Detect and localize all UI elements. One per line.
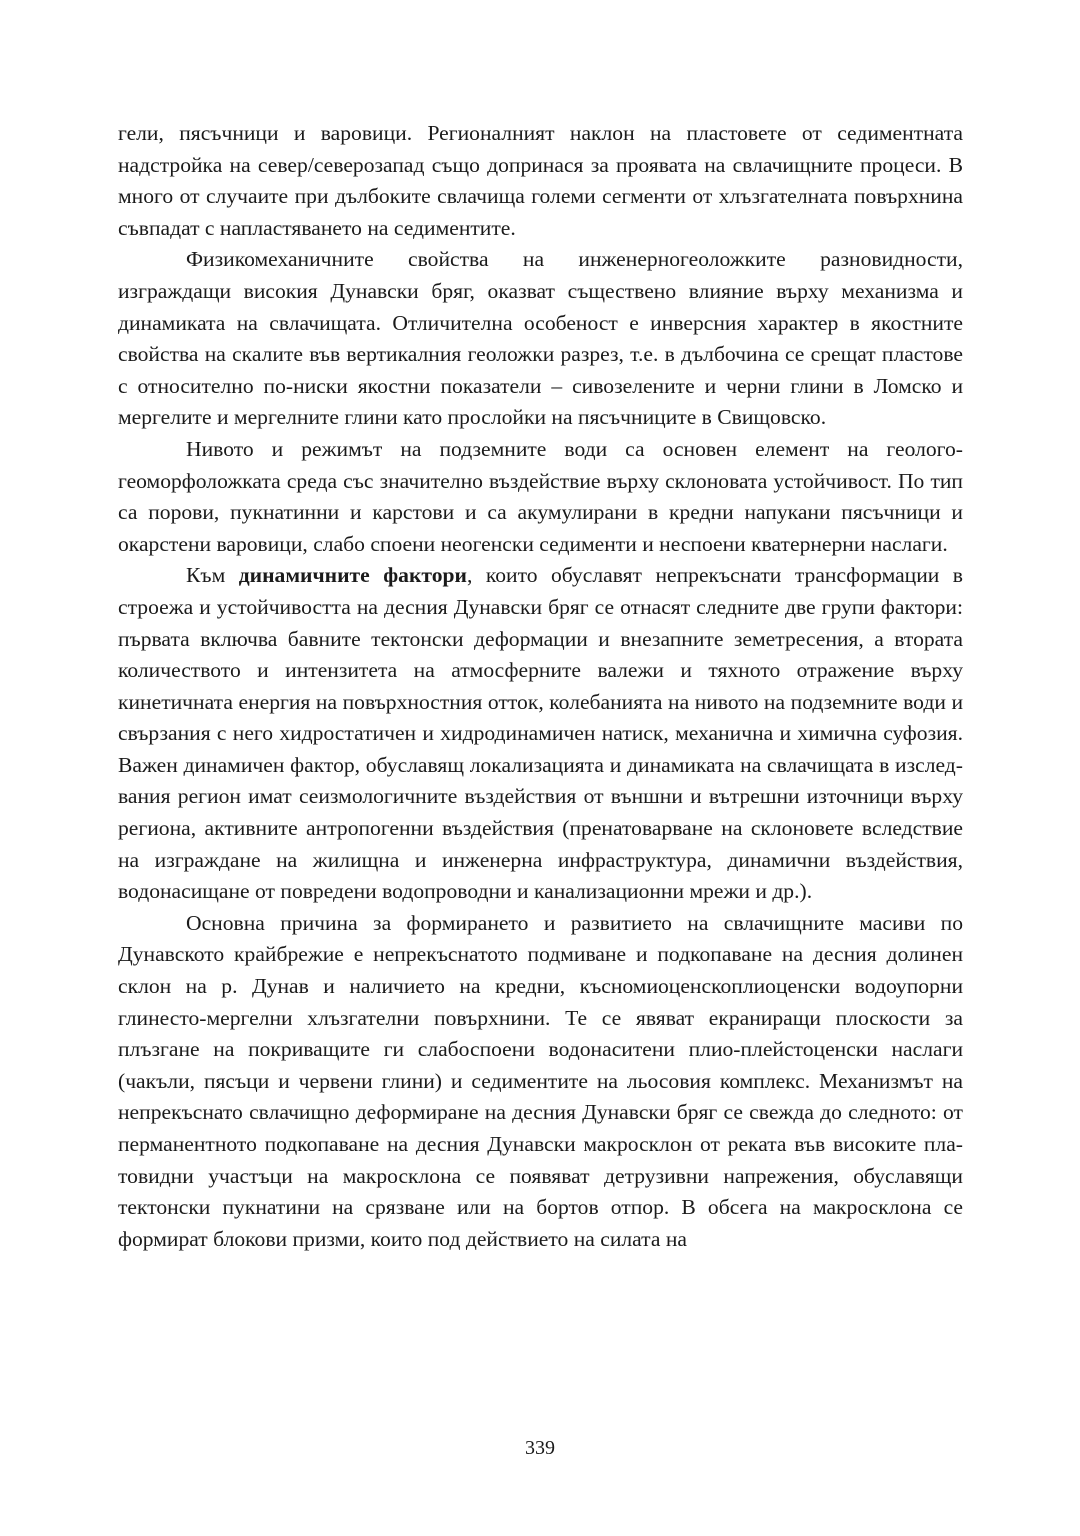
page-number: 339 [525, 1437, 555, 1459]
paragraph-body-text: , които обуславят непрекъснати трансформации в строежа и устойчивостта на десния Дунавски бряг се отнасят следните две групи фактори: първата включва бавните тектонски деформации и внезапните земетресения, а втората количеството и интензитета на атмосферните валежи и тяхното отражение върху кинетичната енергия на повърхностния отток, колебанията на нивото на подземните води и свързания с него хидростатичен и хидродинамичен натиск, механична и химична суфозия. Важен динамичен фактор, обуславящ локализацията и динамиката на свлачищата в изследвания регион имат сеизмологичните въздействия от външни и вътрешни източници върху региона, активните антропогенни въздействия (пренатоварване на склоновете вследствие на изграждане на жилищна и инженерна инфраструктура, динамични въздействия, водонасищане от повредени водопроводни и канализационни мрежи и др.). [118, 563, 964, 904]
page-body [118, 118, 963, 1255]
paragraph-main-cause: Основна причина за формирането и развитието на свлачищните масиви по Дунавското крайбрежие е непрекъснатото подмиване и подкопаване на десния долинен склон на р. Дунав и наличието на кредни, късномиоценскоплиоценски водоупорни глинесто-мергелни хлъзгателни повърхнини. Те се явяват екраниращи плоскости за плъзгане на покриващите ги слабоспоени водонаситени плио-плейстоценски наслаги (чакъли, пясъци и червени глини) и седиментите на льосовия комплекс. Механизмът на непрекъснато свлачищно деформиране на десния Дунавски бряг се свежда до следното: от перманентното подкопаване на десния Дунавски макросклон от реката във високите платовидни участъци на макросклона се появяват детрузивни напрежения, обуславящи тектонски пукнатини на срязване или на бортов отпор. В обсега на макросклона се формират блокови призми, които под действието на силата на [118, 910, 963, 1251]
paragraph-physicomechanical-properties: Физикомеханичните свойства на инженерногеоложките разновидности, изграждащи високия Дунавски бряг, оказват съществено влияние върху механизма и динамиката на свлачищата. Отличителна особеност е инверсния характер в якостните свойства на скалите във вертикалния геоложки разрез, т.е. в дълбочина се срещат пластове с относително по-ниски якостни показатели – сивозелените и черни глини в Ломско и мергелите и мергелните глини като прослойки на пясъчниците в Свищовско. [118, 247, 963, 430]
bold-term: динамичните фактори [238, 563, 467, 588]
paragraph-continued: гели, пясъчници и варовици. Регионалният наклон на пластовете от седиментната надстройка на север/северозапад също допринася за проявата на свлачищните процеси. В много от случаите при дълбоките свлачища големи сегменти от хлъзгателната повърхнина съвпадат с напластяването на седиментите. [118, 121, 963, 240]
paragraph-dynamic-factors [118, 560, 963, 908]
paragraph-lead-text: Към [186, 563, 239, 588]
paragraph-groundwater: Нивото и режимът на подземните води са основен елемент на геологогеоморфоложката среда със значително въздействие върху склоновата устойчивост. По тип са порови, пукнатинни и карстови и са акумулирани в кредни напукани пясъчници и окарстени варовици, слабо споени неогенски седименти и неспоени кватернерни наслаги. [118, 436, 963, 556]
